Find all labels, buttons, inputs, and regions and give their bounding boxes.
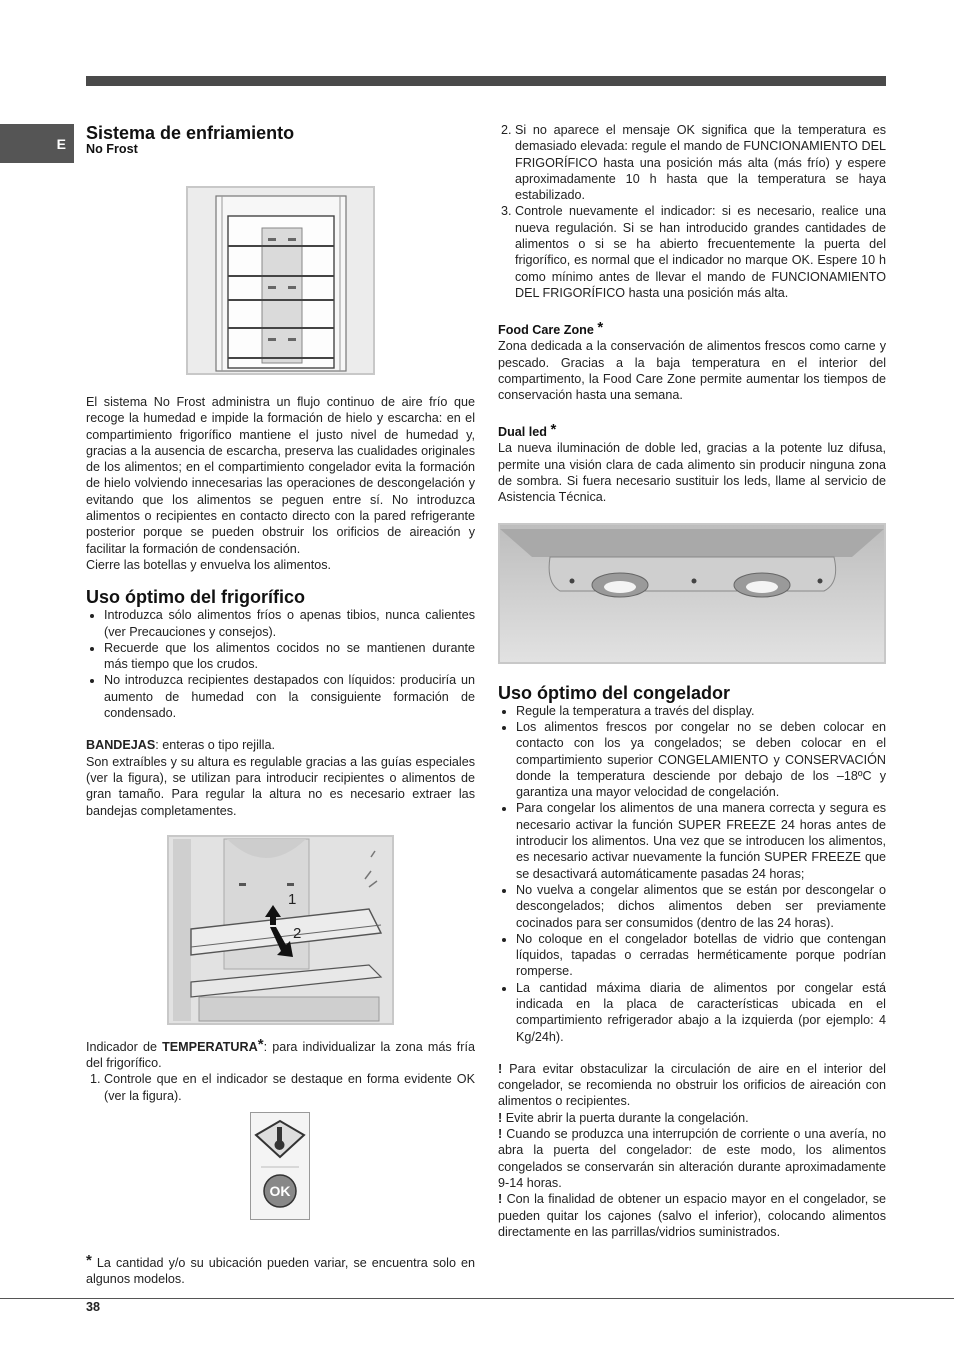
- list-item: 1. Controle que en el indicador se destaque en forma evidente OK (ver la figura).: [104, 1071, 475, 1104]
- warning-text: Para evitar obstaculizar la circulación de aire en el interior del congelador, se recomienda no obstruir los orificios de aireación con alimentos o recipientes.: [498, 1061, 886, 1109]
- shelves-type: : enteras o tipo rejilla.: [155, 738, 275, 753]
- ok-label: OK: [269, 1183, 291, 1200]
- list-item: • Introduzca sólo alimentos fríos o apenas tibios, nunca calientes (ver Precauciones y consejos).: [104, 607, 475, 640]
- warning-text: Con la finalidad de obtener un espacio mayor en el congelador, se pueden quitar los cajones (salvo el inferior), colocando alimentos directamente en las parrillas/vidrios suministrados.: [498, 1192, 886, 1239]
- warning-text: Cuando se produzca una interrupción de corriente o una avería, no abra la puerta del congelador: de este modo, los alimentos congelados se conservarán sin alteración durante aproximadamente 9-14 horas.: [498, 1127, 886, 1190]
- temp-label: TEMPERATURA: [162, 1039, 258, 1054]
- temp-star: *: [257, 1035, 264, 1053]
- shelves-heading-line: [86, 737, 475, 753]
- list-item: • No vuelva a congelar alimentos que se están por descongelar o descongelados; dichos alimentos deben ser previamente cocinados para ser consumidos (dentro de las 24 horas).: [516, 882, 886, 931]
- fcz-star: *: [597, 319, 604, 337]
- warning-mark: !: [498, 1127, 503, 1142]
- list-item: • No introduzca recipientes destapados con líquidos: produciría un aumento de humedad con la consiguiente formación de condensado.: [104, 672, 475, 721]
- section-title-fridge-use: Uso óptimo del frigorífico: [86, 587, 305, 608]
- left-column: [86, 122, 475, 1288]
- list-item: • Para congelar los alimentos de una manera correcta y segura es necesario activar la función SUPER FREEZE 24 horas antes de introducir los alimentos. Una vez que se introducen los alimentos, es necesario activar nuevamente la función SUPER FREEZE que se desactivará automáticamente pasadas 24 horas;: [516, 800, 886, 881]
- list-item: 2. Si no aparece el mensaje OK significa que la temperatura es demasiado elevada: regule el mando de FUNCIONAMIENTO DEL FRIGORÍFICO hasta una posición más alta (más frío) y espere aproximadamente 10 h hasta que la temperatura se haya estabilizado.: [515, 122, 886, 203]
- list-item: • Regule la temperatura a través del display.: [516, 703, 886, 719]
- warning-power: [498, 1126, 886, 1191]
- fridge-use-list: [86, 607, 475, 721]
- warning-airflow: [498, 1061, 886, 1110]
- fridge-interior-illustration: [188, 188, 373, 373]
- dual-led-figure: [498, 523, 886, 664]
- page-number: 38: [86, 1300, 101, 1314]
- warning-mark: !: [498, 1061, 503, 1076]
- freezer-use-list: [498, 703, 886, 1045]
- shelf-label-1: 1: [288, 890, 297, 908]
- nofrost-paragraph-2: Cierre las botellas y envuelva los alimentos.: [86, 557, 331, 572]
- section-title-cooling: Sistema de enfriamiento: [86, 123, 295, 143]
- fcz-title-text: Food Care Zone: [498, 323, 594, 338]
- led-lamp-illustration: [500, 525, 884, 662]
- language-tab: [0, 124, 74, 163]
- temp-pre: Indicador de: [86, 1039, 163, 1054]
- section-subtitle-nofrost: No Frost: [86, 142, 138, 156]
- footnote-star: *: [86, 1252, 92, 1270]
- nofrost-paragraph: El sistema No Frost administra un flujo continuo de aire frío que recoge la humedad e impide la formación de hielo y escarcha: en el compartimiento frigorífico mantiene el justo nivel de humedad y, gracias a la ausencia de escarcha, preserva las cualidades originales de los alimentos; en el compartimiento congelador evita la formación de hielo volviendo innecesarias las operaciones de descongelación y evitando que los alimentos se peguen entre sí. No introduzca alimentos o recipientes en contacto directo con la pared refrigerante posterior porque se pueden obstruir los orificios de aireación y facilitar la formación de condensación.: [86, 395, 475, 556]
- list-item: • La cantidad máxima diaria de alimentos por congelar está indicada en la placa de características ubicada en el compartimiento refrigerador abajo a la izquierda (por ejemplo: 4 Kg/24h).: [516, 980, 886, 1045]
- shelf-illustration: [169, 837, 392, 1023]
- footnote-text: La cantidad y/o su ubicación pueden variar, se encuentra solo en algunos modelos.: [86, 1256, 475, 1287]
- footer-rule: [0, 1298, 954, 1299]
- led-title-text: Dual led: [498, 425, 547, 440]
- warning-door: [498, 1110, 886, 1126]
- shelves-paragraph: Son extraíbles y su altura es regulable gracias a las guías especiales (ver la figura), se utilizan para introducir recipientes o alimentos de gran tamaño. Para regular la altura no es necesario extraer las bandejas completamentes.: [86, 754, 475, 818]
- warning-mark: !: [498, 1110, 503, 1125]
- dual-led-title: [498, 422, 886, 440]
- footnote: [86, 1253, 475, 1288]
- list-item: • No coloque en el congelador botellas de vidrio que contengan líquidos, tapadas o cerradas herméticamente porque podrían romperse.: [516, 931, 886, 980]
- shelf-label-2: 2: [293, 924, 302, 942]
- temp-post: : para individualizar la zona más fría del frigorífico.: [86, 1039, 475, 1071]
- temp-steps-list: [86, 1071, 475, 1104]
- food-care-zone-text: Zona dedicada a la conservación de alimentos frescos como carne y pescado. Gracias a la baja temperatura en el interior del compartimento, la Food Care Zone permite aumentar los tiempos de conservación hasta una semana.: [498, 339, 886, 403]
- right-column: [498, 122, 886, 1240]
- thermometer-icon: [251, 1113, 309, 1219]
- nofrost-fridge-figure: [186, 186, 375, 375]
- warning-text: Evite abrir la puerta durante la congelación.: [502, 1110, 749, 1125]
- shelves-label: BANDEJAS: [86, 738, 156, 753]
- section-title-freezer-use: Uso óptimo del congelador: [498, 682, 731, 703]
- led-star: *: [550, 421, 557, 439]
- list-item: • Recuerde que los alimentos cocidos no se mantienen durante más tiempo que los crudos.: [104, 640, 475, 673]
- header-bar: [86, 76, 886, 86]
- list-item: 3. Controle nuevamente el indicador: si es necesario, realice una nueva regulación. Si se han introducido grandes cantidades de alimentos o si se ha abierto frecuentemente la puerta del frigorífico, es normal que el indicador no marque OK. Espere 10 h como mínimo antes de llevar el mando de FUNCIONAMIENTO DEL FRIGORÍFICO hasta una posición más alta.: [515, 203, 886, 301]
- language-code: E: [56, 135, 66, 152]
- shelf-adjust-figure: [167, 835, 394, 1025]
- ok-indicator-figure: [250, 1112, 310, 1220]
- warning-mark: !: [498, 1192, 503, 1207]
- temperature-indicator-paragraph: [86, 1037, 475, 1072]
- dual-led-text: La nueva iluminación de doble led, gracias a la potente luz difusa, permite una visión clara de cada alimento sin producir ninguna zona de sombra. Si fuera necesario sustituir los leds, llame al servicio de Asistencia Técnica.: [498, 441, 886, 505]
- temp-steps-continued: [498, 122, 886, 301]
- warning-drawers: [498, 1191, 886, 1240]
- list-item: • Los alimentos frescos por congelar no se deben colocar en contacto con los ya congelados; se deben colocar en el compartimiento superior CONGELAMIENTO y CONSERVACIÓN donde la temperatura desciende por debajo de los –18ºC y garantiza una mayor velocidad de congelación.: [516, 719, 886, 800]
- food-care-zone-title: [498, 320, 886, 338]
